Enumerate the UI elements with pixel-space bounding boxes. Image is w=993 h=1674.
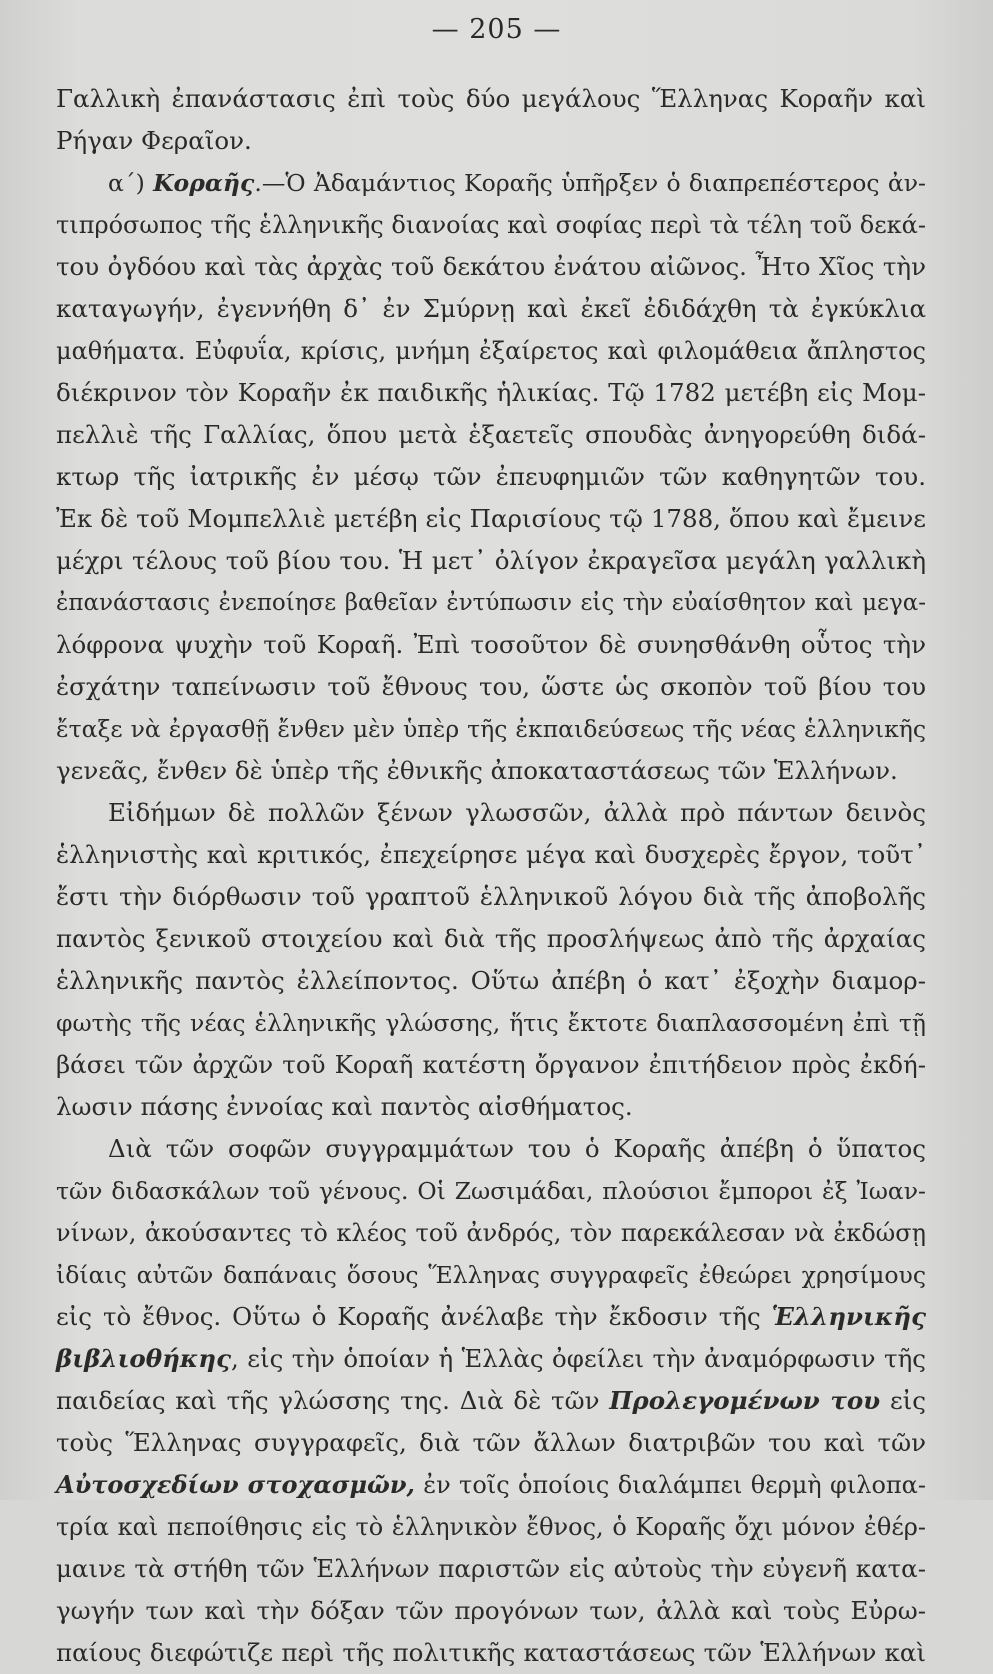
text-line <box>56 246 926 288</box>
text-run: νίνων, ἀκούσαντες τὸ κλέος τοῦ ἀνδρός, τὸν παρεκάλεσαν νὰ ἐκδώσῃ <box>56 1219 926 1247</box>
text-run: λωσιν πάσης ἐννοίας καὶ παντὸς αἰσθήματος. <box>56 1092 633 1121</box>
text-run: ἰδίαις αὐτῶν δαπάναις ὅσους Ἕλληνας συγγραφεῖς ἐθεώρει χρησίμους <box>56 1261 926 1289</box>
text-run: τιπρόσωπος τῆς ἑλληνικῆς διανοίας καὶ σοφίας περὶ τὰ τέλη τοῦ δεκά- <box>56 211 926 239</box>
text-line <box>56 1548 926 1590</box>
text-line <box>56 1338 926 1380</box>
text-line <box>56 666 926 708</box>
text-run: ἐν τοῖς ὁποίοις διαλάμπει θερμὴ φιλοπα- <box>414 1471 926 1499</box>
text-line <box>56 1632 926 1674</box>
text-run: ἔταξε νὰ ἐργασθῇ ἔνθεν μὲν ὑπὲρ τῆς ἐκπαιδεύσεως τῆς νέας ἑλληνικῆς <box>56 715 926 743</box>
text-line <box>56 582 926 624</box>
text-run: γενεᾶς, ἔνθεν δὲ ὑπὲρ τῆς ἐθνικῆς ἀποκαταστάσεως τῶν Ἑλλήνων. <box>56 756 898 785</box>
text-line <box>56 1422 926 1464</box>
text-line <box>56 792 926 834</box>
text-run: καταγωγήν, ἐγεννήθη δ᾽ ἐν Σμύρνῃ καὶ ἐκεῖ ἐδιδάχθη τὰ ἐγκύκλια <box>56 294 926 323</box>
text-run: εἰς τὸ ἔθνος. Οὕτω ὁ Κοραῆς ἀνέλαβε τὴν ἔκδοσιν τῆς <box>56 1302 772 1331</box>
emphasized-text: βιβλιοθήκης <box>56 1344 232 1373</box>
text-line <box>56 1128 926 1170</box>
text-run: παίους διεφώτιζε περὶ τῆς πολιτικῆς καταστάσεως τῶν Ἑλλήνων καὶ <box>56 1638 926 1667</box>
text-run: , εἰς τὴν ὁποίαν ἡ Ἑλλὰς ὀφείλει τὴν ἀναμόρφωσιν τῆς <box>231 1344 926 1373</box>
text-run: παιδείας καὶ τῆς γλώσσης της. Διὰ δὲ τῶν <box>56 1386 610 1415</box>
text-line <box>56 960 926 1002</box>
text-line <box>56 288 926 330</box>
text-line <box>56 876 926 918</box>
text-run: Εἰδήμων δὲ πολλῶν ξένων γλωσσῶν, ἀλλὰ πρὸ πάντων δεινὸς <box>108 798 926 827</box>
text-line <box>56 1254 926 1296</box>
text-run: κτωρ τῆς ἰατρικῆς ἐν μέσῳ τῶν ἐπευφημιῶν τῶν καθηγητῶν του. <box>56 462 926 491</box>
text-run: α΄) <box>108 169 154 197</box>
text-run: βάσει τῶν ἀρχῶν τοῦ Κοραῆ κατέστη ὄργανον ἐπιτήδειον πρὸς ἐκδή- <box>56 1050 926 1079</box>
text-line <box>56 1212 926 1254</box>
text-run: Ἐκ δὲ τοῦ Μομπελλιὲ μετέβη εἰς Παρισίους τῷ 1788, ὅπου καὶ ἔμεινε <box>56 504 926 533</box>
text-run: γωγήν των καὶ τὴν δόξαν τῶν προγόνων των, ἀλλὰ καὶ τοὺς Εὐρω- <box>56 1596 926 1625</box>
text-line <box>56 204 926 246</box>
text-line <box>56 162 926 204</box>
text-line <box>56 1002 926 1044</box>
text-run: ἐσχάτην ταπείνωσιν τοῦ ἔθνους του, ὥστε ὡς σκοπὸν τοῦ βίου του <box>56 672 926 701</box>
text-line <box>56 624 926 666</box>
text-run: μαθήματα. Εὐφυΐα, κρίσις, μνήμη ἐξαίρετος καὶ φιλομάθεια ἄπληστος <box>56 337 926 365</box>
text-line <box>56 708 926 750</box>
text-line <box>56 1506 926 1548</box>
text-run: μαινε τὰ στήθη τῶν Ἑλλήνων παριστῶν εἰς αὐτοὺς τὴν εὐγενῆ κατα- <box>56 1554 926 1583</box>
text-run: μέχρι τέλους τοῦ βίου του. Ἡ μετ᾽ ὀλίγον ἐκραγεῖσα μεγάλη γαλλικὴ <box>56 546 926 575</box>
text-line <box>56 1044 926 1086</box>
text-line <box>56 414 926 456</box>
body-text <box>56 78 926 1674</box>
emphasized-text: Ἑλληνικῆς <box>771 1302 926 1331</box>
text-run: Ρήγαν Φεραῖον. <box>56 126 252 155</box>
text-line <box>56 540 926 582</box>
emphasized-text: Προλεγομένων του <box>609 1386 881 1415</box>
emphasized-text: Αὐτοσχεδίων στοχασμῶν, <box>56 1470 415 1499</box>
text-run: τοὺς Ἕλληνας συγγραφεῖς, διὰ τῶν ἄλλων διατριβῶν του καὶ τῶν <box>56 1428 926 1457</box>
text-run: Γαλλικὴ ἐπανάστασις ἐπὶ τοὺς δύο μεγάλους Ἕλληνας Κοραῆν καὶ <box>56 84 926 113</box>
text-line <box>56 1170 926 1212</box>
text-line <box>56 498 926 540</box>
text-line <box>56 372 926 414</box>
text-run: Διὰ τῶν σοφῶν συγγραμμάτων του ὁ Κοραῆς ἀπέβη ὁ ὕπατος <box>108 1134 926 1163</box>
text-run: ἐπανάστασις ἐνεποίησε βαθεῖαν ἐντύπωσιν εἰς τὴν εὐαίσθητον καὶ μεγα- <box>56 590 926 616</box>
text-line <box>56 1296 926 1338</box>
text-run: .—Ὁ Ἀδαμάντιος Κοραῆς ὑπῆρξεν ὁ διαπρεπέστερος ἀν- <box>254 169 926 197</box>
text-line <box>56 1380 926 1422</box>
text-run: του ὀγδόου καὶ τὰς ἀρχὰς τοῦ δεκάτου ἐνάτου αἰῶνος. Ἦτο Χῖος τὴν <box>56 252 926 281</box>
text-run: ἑλληνικῆς παντὸς ἐλλείποντος. Οὕτω ἀπέβη ὁ κατ᾽ ἐξοχὴν διαμορ- <box>56 966 926 995</box>
text-line <box>56 78 926 120</box>
text-line <box>56 1086 926 1128</box>
text-run: πελλιὲ τῆς Γαλλίας, ὅπου μετὰ ἑξαετεῖς σπουδὰς ἀνηγορεύθη διδά- <box>56 420 926 449</box>
text-run: φωτὴς τῆς νέας ἑλληνικῆς γλώσσης, ἥτις ἔκτοτε διαπλασσομένη ἐπὶ τῇ <box>56 1009 926 1037</box>
text-line <box>56 330 926 372</box>
text-line <box>56 918 926 960</box>
text-run: εἰς <box>880 1386 926 1415</box>
text-line <box>56 456 926 498</box>
text-line <box>56 834 926 876</box>
text-run: διέκρινον τὸν Κοραῆν ἐκ παιδικῆς ἡλικίας. Τῷ 1782 μετέβη εἰς Μομ- <box>56 378 926 407</box>
text-run: ἔστι τὴν διόρθωσιν τοῦ γραπτοῦ ἑλληνικοῦ λόγου διὰ τῆς ἀποβολῆς <box>56 882 926 911</box>
text-run: τῶν διδασκάλων τοῦ γένους. Οἱ Ζωσιμάδαι, πλούσιοι ἔμποροι ἐξ Ἰωαν- <box>56 1177 926 1205</box>
text-line <box>56 1590 926 1632</box>
text-run: παντὸς ξενικοῦ στοιχείου καὶ διὰ τῆς προσλήψεως ἀπὸ τῆς ἀρχαίας <box>56 924 926 953</box>
emphasized-text: Κοραῆς <box>153 169 255 197</box>
page-number: — 205 — <box>431 14 562 45</box>
text-line <box>56 120 926 162</box>
text-run: ἑλληνιστὴς καὶ κριτικός, ἐπεχείρησε μέγα καὶ δυσχερὲς ἔργον, τοῦτ᾽ <box>56 840 926 869</box>
text-run: λόφρονα ψυχὴν τοῦ Κοραῆ. Ἐπὶ τοσοῦτον δὲ συνησθάνθη οὗτος τὴν <box>56 630 926 659</box>
text-run: τρία καὶ πεποίθησις εἰς τὸ ἑλληνικὸν ἔθνος, ὁ Κοραῆς ὄχι μόνον ἐθέρ- <box>56 1513 926 1541</box>
text-line <box>56 750 926 792</box>
